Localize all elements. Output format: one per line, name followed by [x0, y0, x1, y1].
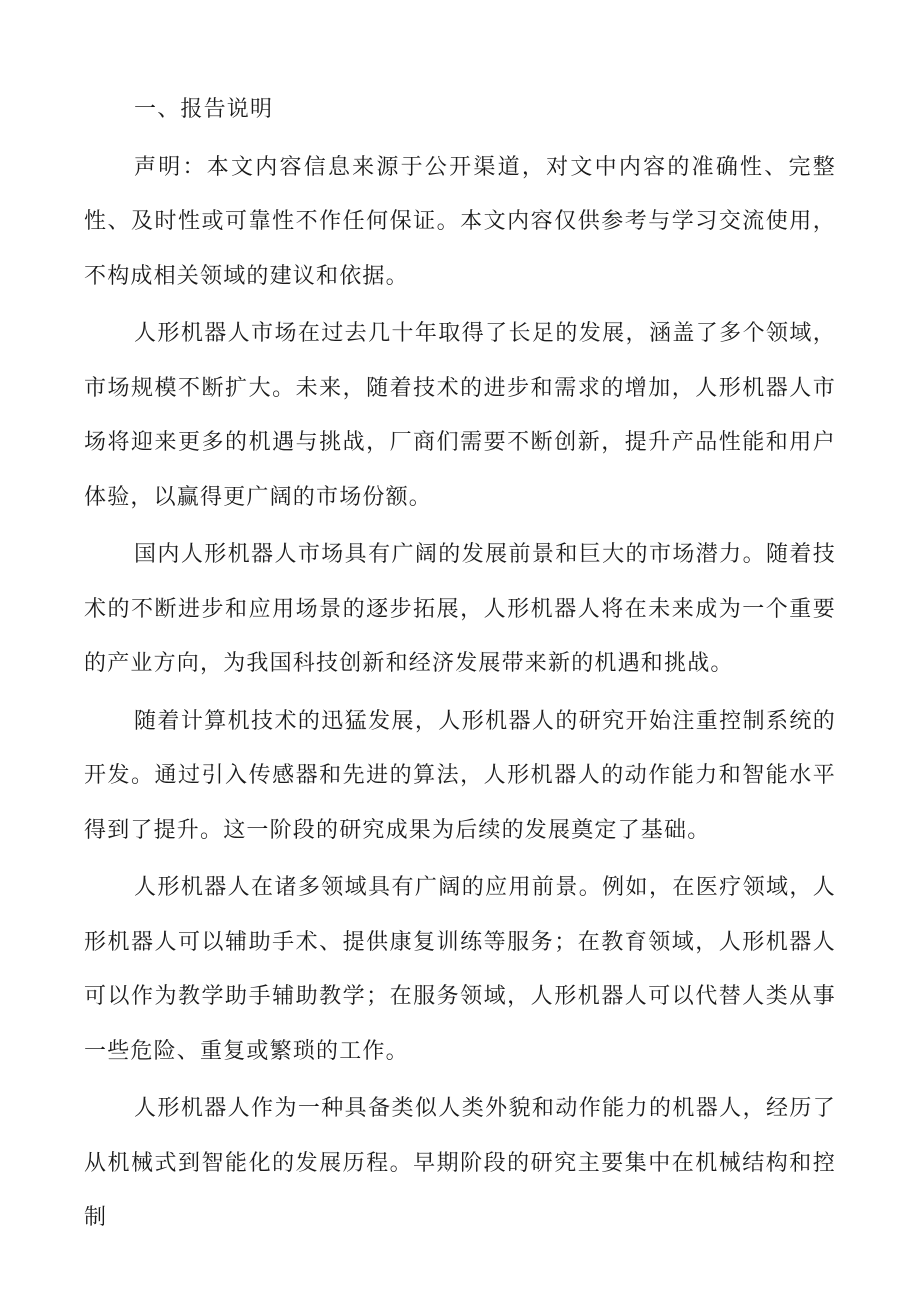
body-paragraph: 人形机器人在诸多领域具有广阔的应用前景。例如，在医疗领域，人形机器人可以辅助手术、提供康复训练等服务；在教育领域，人形机器人可以作为教学助手辅助教学；在服务领域，人形机器人可以代替人类从事一些危险、重复或繁琐的工作。	[84, 875, 836, 1064]
body-paragraph: 人形机器人作为一种具备类似人类外貌和动作能力的机器人，经历了从机械式到智能化的发展历程。早期阶段的研究主要集中在机械结构和控制	[84, 1096, 836, 1230]
document-body	[84, 83, 836, 1249]
body-paragraph: 国内人形机器人市场具有广阔的发展前景和巨大的市场潜力。随着技术的不断进步和应用场景的逐步拓展，人形机器人将在未来成为一个重要的产业方向，为我国科技创新和经济发展带来新的机遇和挑战。	[84, 542, 836, 676]
body-paragraph: 人形机器人市场在过去几十年取得了长足的发展，涵盖了多个领域，市场规模不断扩大。未来，随着技术的进步和需求的增加，人形机器人市场将迎来更多的机遇与挑战，厂商们需要不断创新，提升产品性能和用户体验，以赢得更广阔的市场份额。	[84, 321, 836, 510]
section-heading: 一、报告说明	[134, 97, 274, 122]
body-paragraph: 随着计算机技术的迅猛发展，人形机器人的研究开始注重控制系统的开发。通过引入传感器和先进的算法，人形机器人的动作能力和智能水平得到了提升。这一阶段的研究成果为后续的发展奠定了基础。	[84, 708, 836, 843]
disclaimer-paragraph: 声明：本文内容信息来源于公开渠道，对文中内容的准确性、完整性、及时性或可靠性不作任何保证。本文内容仅供参考与学习交流使用，不构成相关领域的建议和依据。	[84, 154, 836, 289]
